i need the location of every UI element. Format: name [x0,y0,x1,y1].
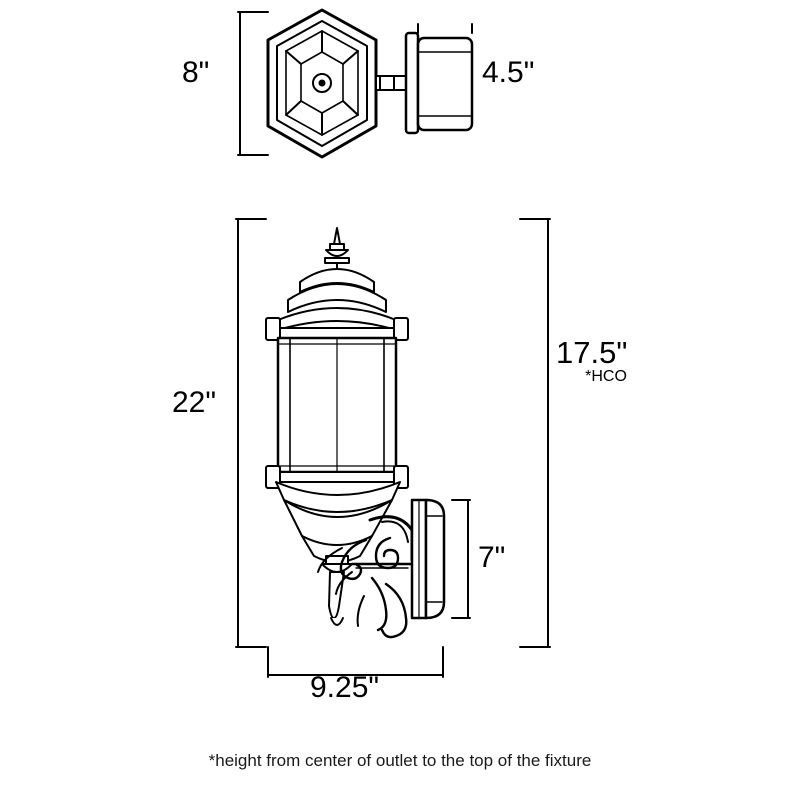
footnote-text: *height from center of outlet to the top of the fixture [208,751,592,770]
dimension-label-hco-note: *HCO [585,367,627,385]
dimension-label-overall-height: 22" [172,386,217,419]
dimension-label-backplate-height: 7" [478,541,506,574]
dimension-label-hco [556,337,656,385]
dimension-label-hco-value: 17.5" [556,335,628,370]
top-height-dimension [238,12,268,155]
hco-dimension [520,219,550,647]
top-view-backplate [376,33,472,133]
dimension-label-width: 9.25" [310,671,380,704]
dimension-label-top-depth: 4.5" [482,56,535,89]
side-view-fixture [266,228,444,637]
top-depth-dimension [418,24,472,33]
backplate-height-dimension [452,500,470,618]
overall-height-dimension [236,219,266,647]
dimension-label-top-height: 8" [182,56,210,89]
top-view-hexagon [268,10,376,157]
